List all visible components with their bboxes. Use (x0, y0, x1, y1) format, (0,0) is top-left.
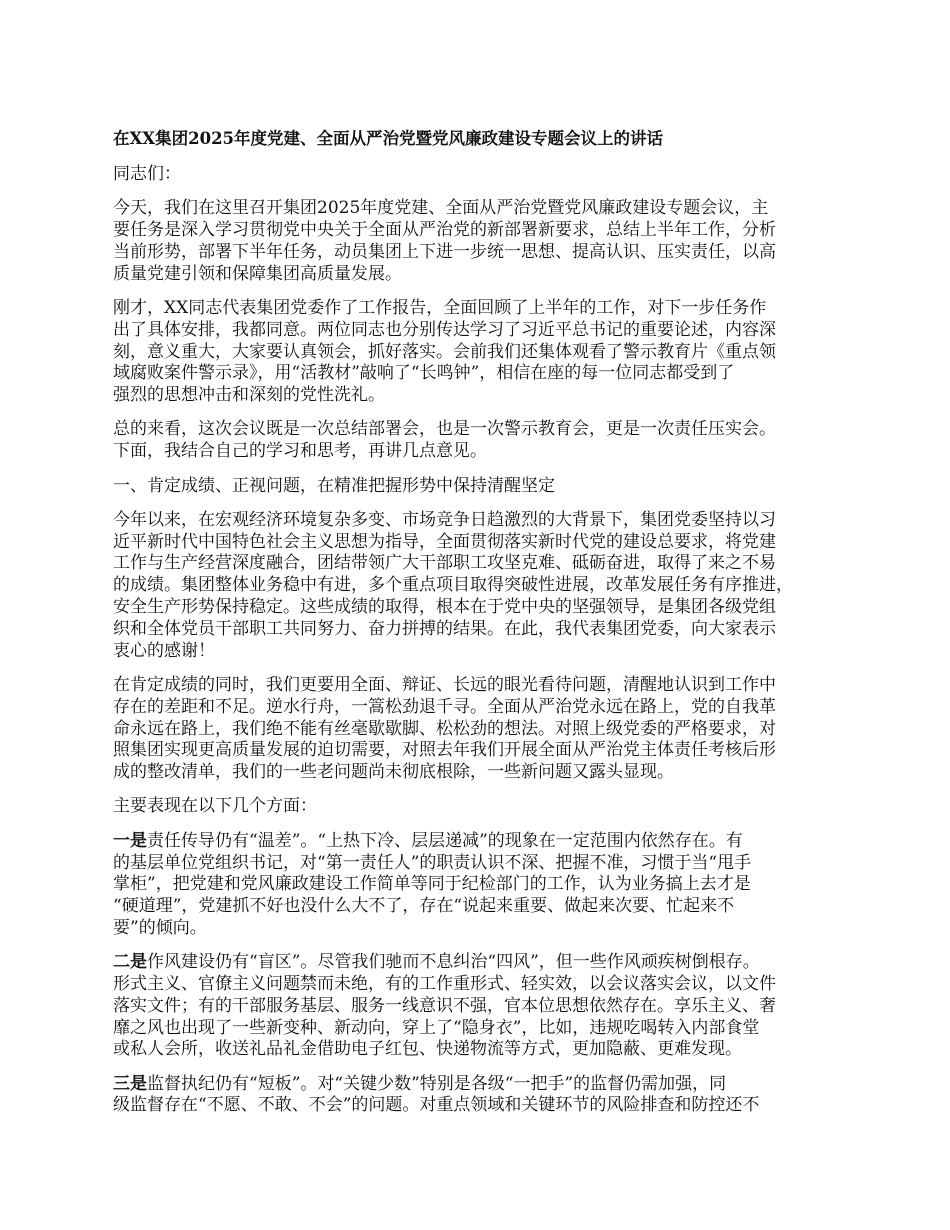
paragraph (113, 1074, 843, 1118)
line-text: 或私人会所，收送礼品礼金借助电子红包、快递物流等方式，更加隐蔽、更难发现。 (113, 1039, 742, 1060)
text-line (113, 853, 843, 875)
line-text: 刻，意义重大，大家要认真领会，抓好落实。会前我们还集体观看了警示教育片《重点领 (113, 341, 776, 362)
line-text: 存在的差距和不足。逆水行舟，一篙松劲退千寻。全面从严治党永远在路上，党的自我革 (113, 696, 776, 717)
line-text: 总的来看，这次会议既是一次总结部署会，也是一次警示教育会，更是一次责任压实会。 (113, 419, 776, 440)
text-line (113, 363, 843, 385)
text-line (113, 896, 843, 918)
paragraph (113, 198, 843, 285)
line-text: 强烈的思想冲击和深刻的党性洗礼。 (113, 385, 385, 406)
line-text: 刚才，XX同志代表集团党委作了工作报告，全面回顾了上半年的工作，对下一步任务作 (113, 297, 767, 318)
bold-lead: 一是 (113, 830, 147, 851)
document-body (113, 198, 843, 1117)
line-text: 衷心的感谢！ (113, 640, 215, 661)
text-line (113, 198, 843, 220)
text-line (113, 918, 843, 940)
line-text: 级监督存在“不愿、不敢、不会”的问题。对重点领域和关键环节的风险排查和防控还不 (113, 1095, 760, 1116)
line-text: 靡之风也出现了一些新变种、新动向，穿上了“隐身衣”，比如，违规吃喝转入内部食堂 (113, 1017, 760, 1038)
text-line (113, 1095, 843, 1117)
line-text: 命永远在路上，我们绝不能有丝毫歇歇脚、松松劲的想法。对照上级党委的严格要求，对 (113, 718, 776, 739)
paragraph (113, 298, 843, 407)
text-line (113, 264, 843, 286)
text-line (113, 641, 843, 663)
document-page (113, 128, 843, 1130)
text-line (113, 831, 843, 853)
text-line (113, 342, 843, 364)
text-line (113, 441, 843, 463)
line-text: 监督执纪仍有“短板”。对“关键少数”特别是各级“一把手”的监督仍需加强，同 (147, 1073, 727, 1094)
text-line (113, 575, 843, 597)
line-text: 的成绩。集团整体业务稳中有进，多个重点项目取得突破性进展，改革发展任务有序推进， (113, 575, 793, 596)
line-text: 主要表现在以下几个方面： (113, 796, 317, 817)
line-text: 作风建设仍有“盲区”。尽管我们驰而不息纠治“四风”，但一些作风顽疾树倒根存。 (147, 952, 760, 973)
text-line (113, 796, 843, 818)
text-line (113, 719, 843, 741)
paragraph (113, 419, 843, 463)
text-line (113, 1018, 843, 1040)
text-line (113, 510, 843, 532)
text-line (113, 476, 843, 498)
text-line (113, 1074, 843, 1096)
text-line (113, 1039, 843, 1061)
line-text: 一、肯定成绩、正视问题，在精准把握形势中保持清醒坚定 (113, 475, 555, 496)
text-line (113, 320, 843, 342)
greeting: 同志们： (113, 164, 181, 184)
text-line (113, 597, 843, 619)
text-line (113, 220, 843, 242)
line-text: 掌柜”，把党建和党风廉政建设工作简单等同于纪检部门的工作，认为业务搞上去才是 (113, 874, 751, 895)
paragraph (113, 675, 843, 784)
line-text: 今年以来，在宏观经济环境复杂多变、市场竞争日趋激烈的大背景下，集团党委坚持以习 (113, 509, 776, 530)
text-line (113, 532, 843, 554)
text-line (113, 874, 843, 896)
line-text: 当前形势，部署下半年任务，动员集团上下进一步统一思想、提高认识、压实责任，以高 (113, 241, 776, 262)
line-text: 近平新时代中国特色社会主义思想为指导，全面贯彻落实新时代党的建设总要求，将党建 (113, 531, 776, 552)
line-text: 在肯定成绩的同时，我们更要用全面、辩证、长远的眼光看待问题，清醒地认识到工作中 (113, 674, 776, 695)
line-text: 今天，我们在这里召开集团2025年度党建、全面从严治党暨党风廉政建设专题会议，主 (113, 198, 769, 219)
text-line (113, 419, 843, 441)
paragraph (113, 831, 843, 940)
line-text: 要”的倾向。 (113, 917, 207, 938)
line-text: 形式主义、官僚主义问题禁而未绝，有的工作重形式、轻实效，以会议落实会议，以文件 (113, 974, 776, 994)
section-heading (113, 476, 843, 498)
paragraph (113, 796, 843, 818)
line-text: 要任务是深入学习贯彻党中央关于全面从严治党的新部署新要求，总结上半年工作，分析 (113, 220, 776, 241)
line-text: 照集团实现更高质量发展的迫切需要，对照去年我们开展全面从严治党主体责任考核后形 (113, 740, 776, 761)
text-line (113, 762, 843, 784)
line-text: 责任传导仍有“温差”。“上热下冷、层层递减”的现象在一定范围内依然存在。有 (147, 830, 743, 851)
bold-lead: 二是 (113, 952, 147, 973)
text-line (113, 242, 843, 264)
text-line (113, 675, 843, 697)
line-text: 成的整改清单，我们的一些老问题尚未彻底根除，一些新问题又露头显现。 (113, 762, 674, 783)
line-text: 域腐败案件警示录》，用“活教材”敲响了“长鸣钟”，相信在座的每一位同志都受到了 (113, 363, 735, 384)
text-line (113, 952, 843, 974)
line-text: 出了具体安排，我都同意。两位同志也分别传达学习了习近平总书记的重要论述，内容深 (113, 319, 776, 340)
text-line (113, 996, 843, 1018)
text-line (113, 619, 843, 641)
line-text: 下面，我结合自己的学习和思考，再讲几点意见。 (113, 441, 487, 462)
line-text: 工作与生产经营深度融合，团结带领广大干部职工攻坚克难、砥砺奋进，取得了来之不易 (113, 553, 776, 574)
text-line (113, 298, 843, 320)
text-line (113, 697, 843, 719)
bold-lead: 三是 (113, 1073, 147, 1094)
paragraph (113, 510, 843, 663)
paragraph (113, 952, 843, 1061)
text-line (113, 740, 843, 762)
line-text: 落实文件；有的干部服务基层、服务一线意识不强，官本位思想依然存在。享乐主义、奢 (113, 995, 776, 1016)
line-text: 织和全体党员干部职工共同努力、奋力拼搏的结果。在此，我代表集团党委，向大家表示 (113, 618, 776, 639)
document-title: 在XX集团2025年度党建、全面从严治党暨党风廉政建设专题会议上的讲话 (113, 129, 664, 148)
line-text: 安全生产形势保持稳定。这些成绩的取得，根本在于党中央的坚强领导，是集团各级党组 (113, 597, 776, 618)
text-line (113, 974, 843, 996)
text-line (113, 553, 843, 575)
text-line (113, 385, 843, 407)
line-text: 质量党建引领和保障集团高质量发展。 (113, 263, 402, 284)
line-text: 的基层单位党组织书记，对“第一责任人”的职责认识不深、把握不准，习惯于当“甩手 (113, 852, 752, 873)
line-text: “硬道理”，党建抓不好也没什么大不了，存在“说起来重要、做起来次要、忙起来不 (113, 896, 735, 917)
